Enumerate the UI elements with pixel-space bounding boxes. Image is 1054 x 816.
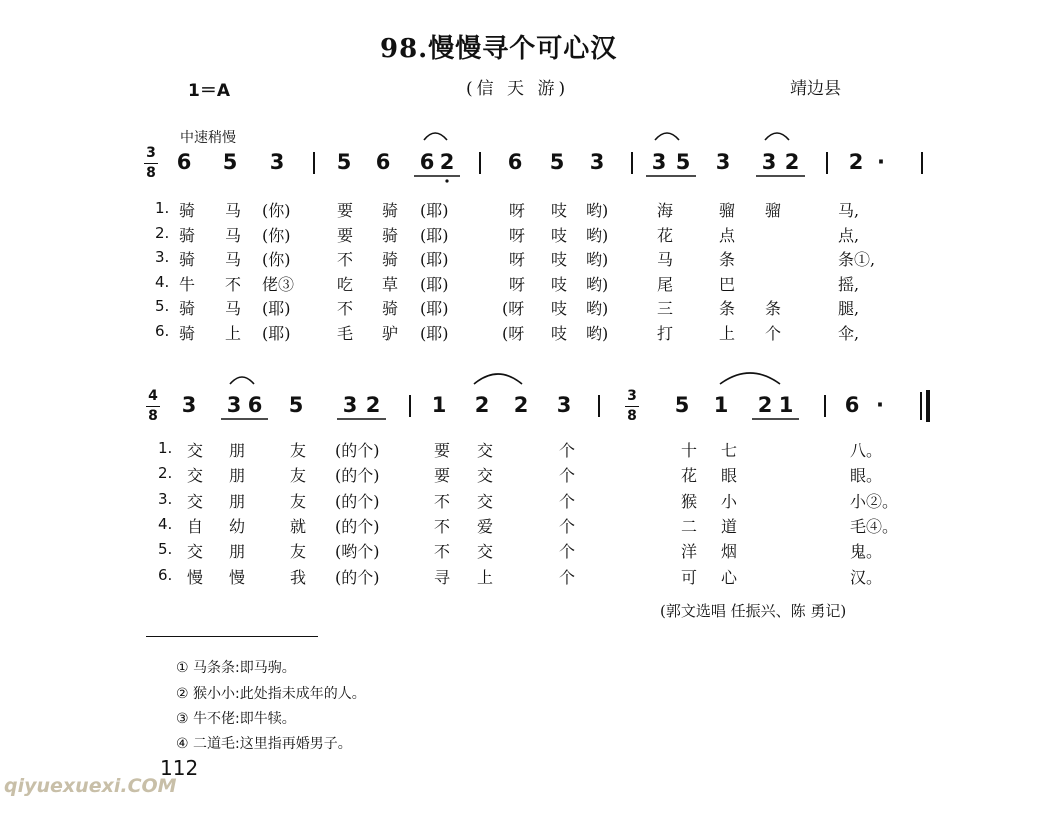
low-octave-dot	[445, 179, 448, 182]
verse-number: 2.	[155, 223, 170, 242]
lyric-syllable: 上	[718, 323, 735, 343]
lyric-syllable: (呀	[502, 323, 525, 343]
watermark: qiyuexuexi.COM	[4, 775, 177, 797]
lyric-syllable: 要	[336, 201, 353, 220]
lyric-syllable: (的个)	[335, 441, 380, 460]
lyric-syllable: 毛	[336, 323, 353, 343]
lyric-syllable: 朋	[228, 441, 245, 460]
lyric-syllable: 哟)	[586, 323, 609, 343]
lyric-syllable: (耶)	[420, 299, 449, 318]
song-title: 98.慢慢寻个可心汉	[380, 34, 618, 64]
lyric-syllable: 交	[186, 542, 203, 562]
lyric-syllable: 个	[558, 516, 575, 536]
lyric-syllable: 摇,	[838, 274, 860, 294]
lyric-syllable: 小	[720, 491, 737, 511]
lyric-syllable: 不	[433, 491, 450, 511]
note: 3	[269, 150, 285, 174]
lyric-syllable: 呀	[508, 274, 525, 294]
lyric-syllable: 道	[720, 516, 737, 536]
lyric-syllable: 烟	[720, 542, 737, 562]
lyric-syllable: 交	[186, 466, 203, 486]
lyric-syllable: (的个)	[335, 491, 380, 511]
augmentation-dot: ·	[876, 393, 884, 417]
note: 2	[365, 393, 381, 417]
lyric-syllable: 鬼。	[850, 542, 883, 562]
lyric-syllable: (呀	[502, 299, 525, 318]
lyric-syllable: 爱	[476, 516, 493, 536]
lyric-syllable: 骝	[764, 201, 781, 220]
verse-number: 4.	[155, 272, 170, 291]
lyric-syllable: 哟)	[586, 250, 609, 269]
lyric-syllable: 个	[558, 491, 575, 511]
lyric-syllable: 腿,	[838, 299, 860, 318]
note: 6	[419, 150, 435, 174]
note: 3	[181, 393, 197, 417]
slur	[474, 374, 522, 384]
lyric-syllable: 吱	[550, 299, 567, 318]
note: 2	[439, 150, 455, 174]
lyric-syllable: 花	[680, 466, 697, 486]
note: 5	[675, 150, 691, 174]
note: 3	[342, 393, 358, 417]
lyric-syllable: 骑	[381, 225, 398, 245]
lyric-syllable: 条	[718, 299, 735, 318]
lyric-syllable: 骑	[178, 323, 195, 343]
lyric-syllable: 寻	[433, 567, 450, 587]
note: 3	[761, 150, 777, 174]
lyric-syllable: 呀	[508, 225, 525, 245]
verse-number: 5.	[158, 540, 173, 559]
lyric-syllable: 条	[764, 299, 781, 318]
time-signature-bottom: 8	[146, 165, 156, 181]
verse-number: 6.	[155, 321, 170, 340]
lyric-syllable: 哟)	[586, 225, 609, 245]
lyric-syllable: 伞,	[838, 323, 860, 343]
lyric-syllable: (你)	[262, 250, 291, 269]
lyric-syllable: 条	[718, 250, 735, 269]
note: 6	[507, 150, 523, 174]
note: 2	[474, 393, 490, 417]
lyric-syllable: 骑	[381, 250, 398, 269]
lyric-syllable: 骑	[178, 201, 195, 220]
lyric-syllable: 马	[224, 299, 241, 318]
lyric-syllable: 不	[224, 274, 241, 294]
lyric-syllable: 交	[186, 441, 203, 460]
lyric-syllable: 朋	[228, 491, 245, 511]
lyric-syllable: 点	[718, 225, 735, 245]
lyric-syllable: 交	[476, 466, 493, 486]
lyric-syllable: (耶)	[420, 323, 449, 343]
lyric-syllable: 交	[186, 491, 203, 511]
performer-credit: (郭文选唱 任振兴、陈 勇记)	[660, 602, 847, 620]
lyric-syllable: 马,	[838, 201, 860, 220]
slur	[720, 373, 780, 384]
slur	[655, 133, 679, 140]
lyric-syllable: 个	[764, 323, 781, 343]
note: 6	[176, 150, 192, 174]
note: 3	[651, 150, 667, 174]
note: 6	[844, 393, 860, 417]
lyric-syllable: 骑	[178, 299, 195, 318]
lyric-syllable: (耶)	[420, 274, 449, 294]
lyric-syllable: 要	[433, 466, 450, 486]
note: 3	[556, 393, 572, 417]
time-signature-bottom: 8	[148, 408, 158, 424]
augmentation-dot: ·	[877, 150, 885, 174]
lyric-syllable: 哟)	[586, 274, 609, 294]
note: 2	[513, 393, 529, 417]
lyric-syllable: 哟)	[586, 299, 609, 318]
note: 2	[848, 150, 864, 174]
note: 5	[674, 393, 690, 417]
lyric-syllable: 慢	[228, 567, 245, 587]
lyric-syllable: 骑	[178, 225, 195, 245]
lyric-syllable: 眼	[720, 466, 737, 486]
note: 3	[226, 393, 242, 417]
lyric-syllable: 慢	[186, 567, 203, 587]
lyric-syllable: 交	[476, 441, 493, 460]
page-number: 112	[160, 756, 199, 780]
lyric-syllable: 不	[433, 516, 450, 536]
lyric-syllable: 呀	[508, 250, 525, 269]
lyric-syllable: 不	[336, 299, 353, 318]
time-signature-top: 3	[627, 388, 637, 404]
note: 5	[288, 393, 304, 417]
verse-number: 3.	[158, 489, 173, 508]
verse-number: 3.	[155, 248, 170, 266]
lyric-syllable: 洋	[680, 542, 697, 562]
lyric-syllable: (耶)	[262, 299, 291, 318]
slur	[765, 133, 789, 140]
lyric-syllable: 上	[476, 567, 493, 587]
lyric-syllable: 我	[289, 567, 306, 587]
verse-number: 6.	[158, 565, 173, 584]
lyric-syllable: 哟)	[586, 201, 609, 220]
tempo-marking: 中速稍慢	[180, 130, 236, 146]
lyric-syllable: 八。	[850, 441, 883, 460]
lyric-syllable: 打	[656, 323, 673, 343]
verse-number: 4.	[158, 514, 173, 533]
lyric-syllable: 牛	[178, 274, 195, 294]
lyric-syllable: (耶)	[420, 201, 449, 220]
lyric-syllable: 骑	[178, 250, 195, 269]
lyric-syllable: 吃	[336, 274, 353, 294]
note: 2	[757, 393, 773, 417]
lyric-syllable: 吱	[550, 250, 567, 269]
lyric-syllable: (哟个)	[335, 542, 380, 562]
lyric-syllable: 交	[476, 542, 493, 562]
note: 5	[549, 150, 565, 174]
lyric-syllable: 可	[680, 567, 697, 587]
footnote-3: ③ 牛不佬:即牛犊。	[176, 711, 296, 727]
note: 2	[784, 150, 800, 174]
lyric-syllable: 吱	[550, 274, 567, 294]
lyric-syllable: 吱	[550, 201, 567, 220]
lyric-syllable: 骝	[718, 201, 735, 220]
lyric-syllable: (的个)	[335, 567, 380, 587]
lyric-syllable: 要	[433, 441, 450, 460]
lyric-syllable: 马	[656, 250, 673, 269]
lyric-syllable: 眼。	[850, 466, 883, 486]
lyric-syllable: (你)	[262, 201, 291, 220]
footnote-2: ② 猴小小:此处指未成年的人。	[176, 686, 366, 702]
lyric-syllable: 汉。	[850, 567, 883, 587]
time-signature-top: 3	[146, 145, 156, 161]
lyric-syllable: 七	[720, 441, 737, 460]
lyric-syllable: 就	[289, 516, 306, 536]
lyric-syllable: 佬③	[262, 274, 295, 294]
lyric-syllable: 十	[680, 441, 697, 460]
note: 3	[589, 150, 605, 174]
time-signature-top: 4	[148, 388, 158, 404]
verse-number: 2.	[158, 464, 173, 483]
key-signature: 1＝A	[188, 81, 230, 101]
note: 6	[375, 150, 391, 174]
lyric-syllable: 猴	[680, 491, 697, 511]
lyric-syllable: 驴	[381, 323, 398, 343]
note: 1	[713, 393, 729, 417]
lyric-syllable: (耶)	[420, 250, 449, 269]
note: 5	[336, 150, 352, 174]
lyric-syllable: (的个)	[335, 516, 380, 536]
lyric-syllable: 个	[558, 567, 575, 587]
lyric-syllable: 马	[224, 225, 241, 245]
lyric-syllable: 尾	[656, 274, 673, 294]
lyric-syllable: 吱	[550, 225, 567, 245]
lyric-syllable: 友	[289, 542, 306, 562]
lyric-syllable: 呀	[508, 201, 525, 220]
verse-number: 5.	[155, 297, 170, 315]
lyric-syllable: 上	[224, 323, 241, 343]
lyric-syllable: 小②。	[850, 491, 899, 511]
verse-number: 1.	[155, 199, 170, 217]
lyric-syllable: 毛④。	[850, 516, 899, 536]
note: 3	[715, 150, 731, 174]
lyric-syllable: 马	[224, 201, 241, 220]
lyric-syllable: 个	[558, 542, 575, 562]
lyric-syllable: 海	[656, 201, 673, 220]
lyric-syllable: 二	[680, 516, 697, 536]
lyric-syllable: 骑	[381, 201, 398, 220]
lyric-syllable: 自	[186, 516, 203, 536]
region-label: 靖边县	[790, 79, 841, 99]
lyric-syllable: 心	[720, 567, 737, 587]
lyric-syllable: 友	[289, 466, 306, 486]
lyric-syllable: 马	[224, 250, 241, 269]
slur	[230, 377, 254, 384]
song-subtitle: (信 天 游)	[466, 79, 570, 99]
time-signature-bottom: 8	[627, 408, 637, 424]
note: 6	[247, 393, 263, 417]
footnote-divider	[146, 636, 318, 637]
lyric-syllable: 三	[656, 299, 673, 318]
lyric-syllable: 草	[381, 274, 398, 294]
lyric-syllable: 巴	[718, 274, 735, 294]
lyric-syllable: 点,	[838, 225, 860, 245]
note: 5	[222, 150, 238, 174]
lyric-syllable: 友	[289, 491, 306, 511]
note: 1	[431, 393, 447, 417]
footnote-4: ④ 二道毛:这里指再婚男子。	[176, 736, 352, 752]
lyric-syllable: (你)	[262, 225, 291, 245]
slur	[424, 133, 447, 140]
lyric-syllable: 花	[656, 225, 673, 245]
lyric-syllable: 交	[476, 491, 493, 511]
note: 1	[778, 393, 794, 417]
verse-number: 1.	[158, 439, 173, 457]
lyric-syllable: (耶)	[420, 225, 449, 245]
lyric-syllable: (的个)	[335, 466, 380, 486]
lyric-syllable: 条①,	[838, 250, 876, 269]
lyric-syllable: 个	[558, 441, 575, 460]
lyric-syllable: 要	[336, 225, 353, 245]
footnote-1: ① 马条条:即马驹。	[176, 660, 296, 676]
lyric-syllable: 朋	[228, 466, 245, 486]
lyric-syllable: 幼	[228, 516, 245, 536]
lyric-syllable: 友	[289, 441, 306, 460]
lyric-syllable: 朋	[228, 542, 245, 562]
lyric-syllable: 不	[336, 250, 353, 269]
lyric-syllable: (耶)	[262, 323, 291, 343]
lyric-syllable: 个	[558, 466, 575, 486]
lyric-syllable: 骑	[381, 299, 398, 318]
lyric-syllable: 吱	[550, 323, 567, 343]
lyric-syllable: 不	[433, 542, 450, 562]
